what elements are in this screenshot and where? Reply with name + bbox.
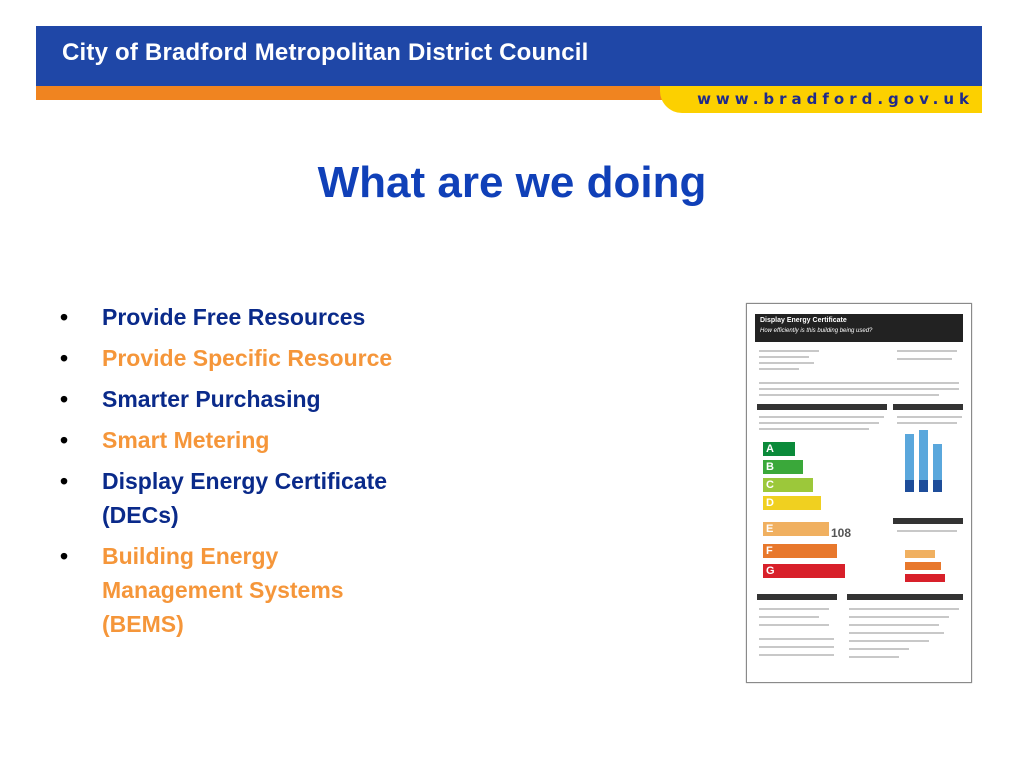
bullet-item: • Smart Metering [60,423,480,457]
band-a: A [763,442,795,456]
council-name: City of Bradford Metropolitan District Council [62,39,589,66]
band-g: G [763,564,845,578]
bullet-item: • Smarter Purchasing [60,382,480,416]
header-banner [36,26,982,86]
dec-subheading: How efficiently is this building being used? [760,328,873,334]
bullet-list [60,300,480,648]
band-b: B [763,460,803,474]
bullet-item: • Building Energy Management Systems (BEMS) [60,539,382,641]
bullet-dot: • [60,386,69,412]
website-box[interactable] [684,86,982,113]
band-e: E [763,522,829,536]
bullet-dot: • [60,468,69,494]
bullet-dot: • [60,427,69,453]
band-f: F [763,544,837,558]
bullet-dot: • [60,543,69,569]
rating-value: 108 [831,526,852,540]
website-url[interactable]: www.bradford.gov.uk [697,90,974,108]
slide-title: What are we doing [317,158,707,207]
bullet-dot: • [60,345,69,371]
band-c: C [763,478,813,492]
band-d: D [763,496,821,510]
dec-heading: Display Energy Certificate [760,317,847,324]
bullet-item: • Display Energy Certificate (DECs) [60,464,422,532]
bullet-item: • Provide Free Resources [60,300,480,334]
dec-header [755,314,963,342]
dec-certificate-image [746,303,972,683]
bullet-item: • Provide Specific Resource [60,341,480,375]
bullet-dot: • [60,304,69,330]
